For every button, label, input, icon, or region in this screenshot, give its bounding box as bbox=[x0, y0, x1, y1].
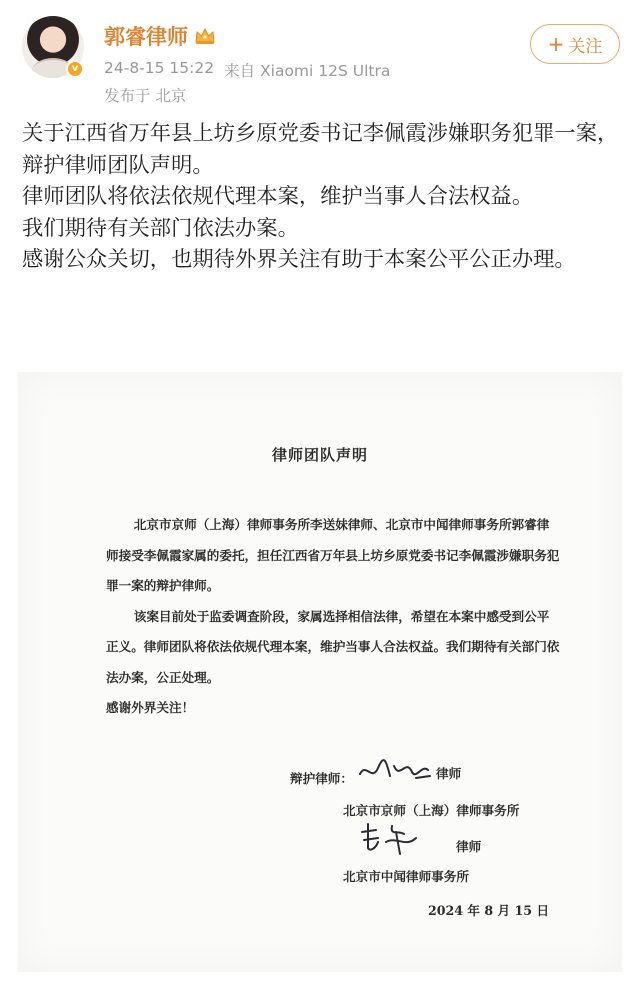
post-body bbox=[22, 118, 622, 276]
statement-image[interactable] bbox=[18, 372, 622, 972]
document-paragraph: 该案目前处于监委调查阶段，家属选择相信法律，希望在本案中感受到公平正义。律师团队将依法依规代理本案，维护当事人合法权益。我们期待有关部门依法办案，公正处理。 bbox=[106, 608, 560, 685]
post-line: 我们期待有关部门依法办案。 bbox=[22, 215, 299, 241]
name-row bbox=[104, 20, 216, 52]
follow-button[interactable] bbox=[530, 24, 620, 64]
document-body bbox=[106, 510, 560, 724]
document-paragraph: 感谢外界关注！ bbox=[106, 700, 195, 715]
signature-li-role: 律师 bbox=[436, 766, 462, 781]
follow-label: 关注 bbox=[568, 36, 603, 57]
firm-name-1: 北京市京师（上海）律师事务所 bbox=[343, 803, 520, 818]
handwritten-signature-guo bbox=[356, 818, 436, 858]
post-line: 感谢公众关切，也期待外界关注有助于本案公平公正办理。 bbox=[22, 247, 576, 273]
post-line: 律师团队将依法依规代理本案，维护当事人合法权益。 bbox=[22, 184, 534, 210]
document-date: 2024 年 8 月 15 日 bbox=[428, 903, 550, 918]
device-source: 来自 Xiaomi 12S Ultra bbox=[224, 62, 391, 80]
post-line: 关于江西省万年县上坊乡原党委书记李佩霞涉嫌职务犯罪一案，辩护律师团队声明。 bbox=[22, 121, 619, 178]
document-paragraph: 北京市京师（上海）律师事务所李送妹律师、北京市中闻律师事务所郭睿律师接受李佩霞家属的委托，担任江西省万年县上坊乡原党委书记李佩霞涉嫌职务犯罪一案的辩护律师。 bbox=[106, 517, 560, 593]
document-title: 律师团队声明 bbox=[271, 446, 368, 464]
signature-label: 辩护律师： bbox=[290, 771, 353, 786]
crown-icon bbox=[194, 27, 216, 45]
post-meta bbox=[104, 59, 390, 81]
handwritten-signature-li bbox=[356, 754, 476, 788]
timestamp: 24-8-15 15:22 bbox=[104, 59, 215, 77]
signature-guo-role: 律师 bbox=[456, 839, 482, 854]
plus-icon: + bbox=[547, 32, 565, 56]
firm-name-2: 北京市中闻律师事务所 bbox=[343, 869, 469, 884]
post-header bbox=[0, 0, 640, 112]
post-location: 发布于 北京 bbox=[104, 87, 187, 105]
verified-badge-icon: v bbox=[66, 60, 84, 78]
username[interactable]: 郭睿律师 bbox=[104, 25, 188, 49]
